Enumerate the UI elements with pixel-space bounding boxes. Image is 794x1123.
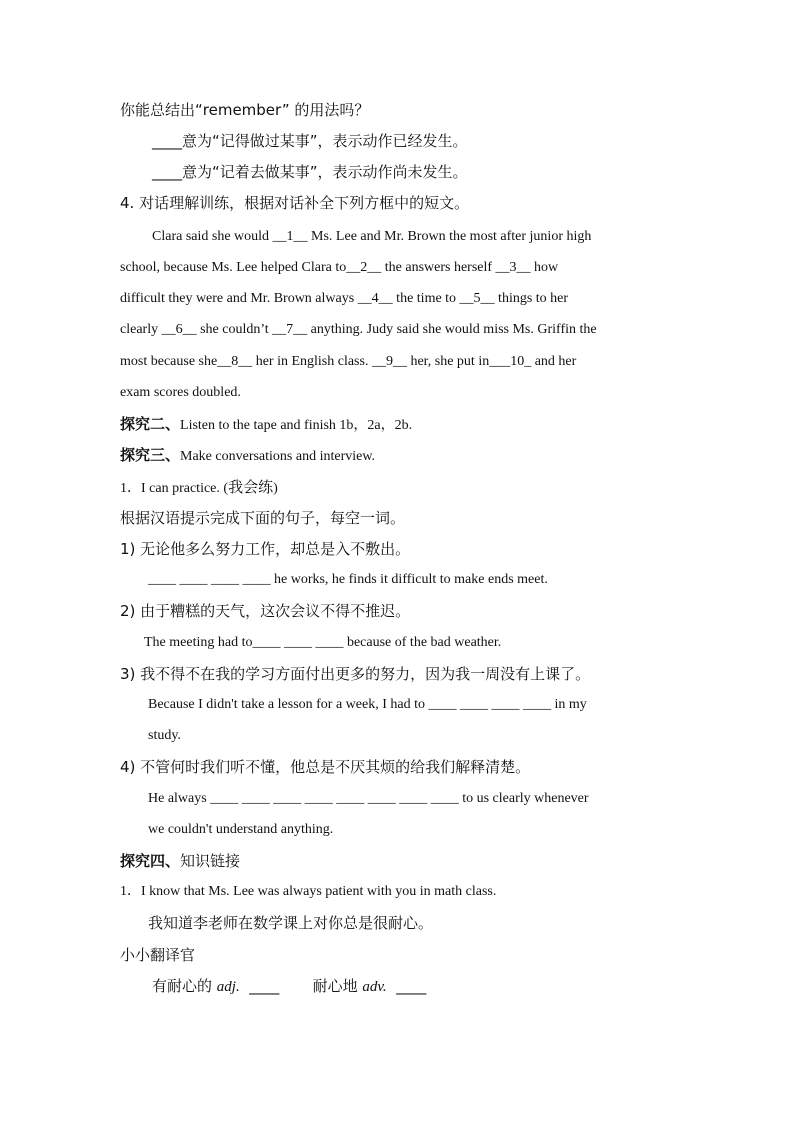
item-4-english-cont: we couldn't understand anything. (148, 822, 334, 837)
item-2-chinese: 2) 由于糟糕的天气，这次会议不得不推迟。 (120, 602, 411, 620)
translator-heading: 小小翻译官 (120, 946, 196, 964)
adv-abbrev: adv. (362, 979, 387, 995)
passage-line-4: clearly __6__ she couldn’t __7__ anything. Judy said she would miss Ms. Griffin the (120, 322, 597, 337)
explore-4-label: 探究四、 (120, 852, 181, 870)
item-4-chinese: 4) 不管何时我们听不懂，他总是不厌其烦的给我们解释清楚。 (120, 758, 531, 776)
translator-line (152, 976, 426, 997)
explore-4-line (120, 851, 240, 871)
knowledge-sentence: 1．I know that Ms. Lee was always patient with you in math class. (120, 884, 497, 899)
passage-line-3: difficult they were and Mr. Brown always __4__ the time to __5__ things to her (120, 291, 569, 306)
remember-doing-line: ____意为“记得做过某事”，表示动作已经发生。 (152, 132, 468, 150)
practice-cn: 我会练 (228, 478, 274, 496)
item-1-english: ____ ____ ____ ____ he works, he finds it difficult to make ends meet. (148, 572, 548, 587)
passage-line-1: Clara said she would __1__ Ms. Lee and Mr. Brown the most after junior high (152, 229, 592, 244)
adv-blank: ____ (386, 977, 427, 995)
passage-line-2: school, because Ms. Lee helped Clara to__2__ the answers herself __3__ how (120, 260, 559, 275)
item-3-english: Because I didn't take a lesson for a week, I had to ____ ____ ____ ____ in my (148, 697, 587, 712)
practice-heading (120, 477, 278, 499)
patiently-adv-label: ____ 耐心地 (239, 977, 363, 995)
item-3-chinese: 3) 我不得不在我的学习方面付出更多的努力，因为我一周没有上课了。 (120, 665, 591, 683)
explore-2-label: 探究二、 (120, 415, 181, 433)
explore-3-label: 探究三、 (120, 446, 181, 464)
remember-to-do-line: ____意为“记着去做某事”，表示动作尚未发生。 (152, 163, 468, 181)
patient-adj-label: 有耐心的 (152, 977, 217, 995)
item-1-chinese: 1) 无论他多么努力工作，却总是入不敷出。 (120, 540, 411, 558)
item-3-english-cont: study. (148, 728, 181, 743)
explore-4-text: 知识链接 (180, 852, 241, 870)
item-4-english: He always ____ ____ ____ ____ ____ ____ ____ ____ to us clearly whenever (148, 791, 589, 806)
practice-text: 1．I can practice. ( (120, 481, 229, 496)
passage-line-5: most because she__8__ her in English class. __9__ her, she put in___10_ and her (120, 354, 577, 369)
item-2-english: The meeting had to____ ____ ____ because of the bad weather. (144, 635, 502, 650)
knowledge-translation: 我知道李老师在数学课上对你总是很耐心。 (148, 914, 434, 932)
task-4-heading: 4. 对话理解训练，根据对话补全下列方框中的短文。 (120, 194, 470, 212)
practice-close: ) (273, 481, 278, 496)
explore-3-line (120, 445, 375, 467)
passage-line-6: exam scores doubled. (120, 385, 241, 400)
question-remember-usage: 你能总结出“remember” 的用法吗？ (120, 101, 370, 119)
adj-abbrev: adj. (216, 979, 240, 995)
instruction-line: 根据汉语提示完成下面的句子，每空一词。 (120, 509, 406, 527)
explore-2-text: Listen to the tape and finish 1b，2a，2b. (180, 418, 413, 433)
explore-2-line (120, 414, 412, 436)
explore-3-text: Make conversations and interview. (180, 449, 376, 464)
